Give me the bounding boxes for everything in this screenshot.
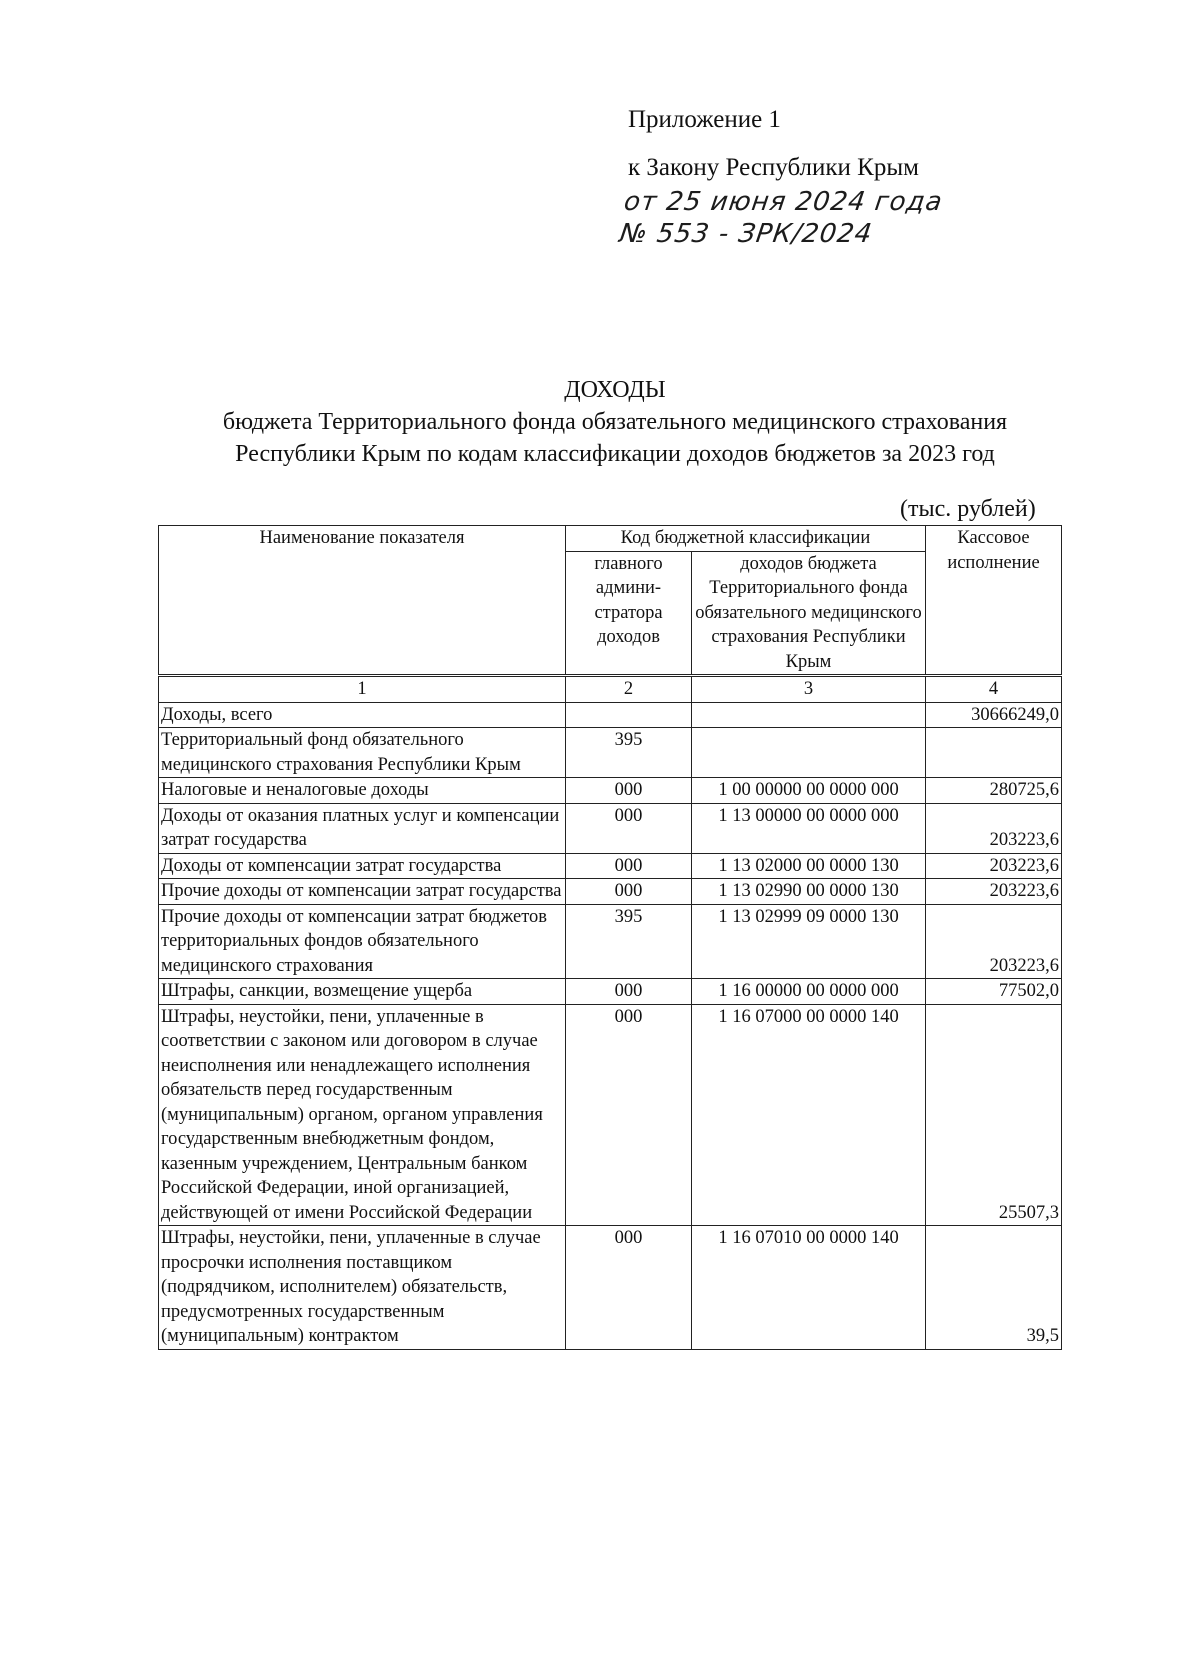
table-row <box>159 1004 1062 1226</box>
column-number: 2 <box>566 676 692 703</box>
row-classification-code <box>692 702 926 728</box>
row-execution-value: 203223,6 <box>926 853 1062 879</box>
handwritten-date: от 25 июня 2024 года <box>622 187 945 217</box>
appendix-law: к Закону Республики Крым <box>628 154 919 181</box>
row-admin-code: 000 <box>566 879 692 905</box>
appendix-title: Приложение 1 <box>628 106 781 133</box>
table-row <box>159 979 1062 1005</box>
row-name: Доходы от компенсации затрат государства <box>159 853 566 879</box>
row-classification-code: 1 13 02999 09 0000 130 <box>692 904 926 979</box>
table-row <box>159 803 1062 853</box>
row-name: Прочие доходы от компенсации затрат государства <box>159 879 566 905</box>
row-admin-code: 000 <box>566 979 692 1005</box>
column-number: 4 <box>926 676 1062 703</box>
header-execution: Кассовое исполнение <box>926 526 1062 676</box>
table-row <box>159 853 1062 879</box>
column-numbers-row <box>159 676 1062 703</box>
row-classification-code <box>692 728 926 778</box>
row-classification-code: 1 00 00000 00 0000 000 <box>692 778 926 804</box>
row-classification-code: 1 13 02000 00 0000 130 <box>692 853 926 879</box>
header-income-code: доходов бюджета Территориального фонда обязательного медицинского страхования Республики Крым <box>692 551 926 676</box>
row-execution-value: 39,5 <box>926 1226 1062 1350</box>
row-execution-value: 203223,6 <box>926 879 1062 905</box>
header-code-group: Код бюджетной классификации <box>566 526 926 552</box>
row-classification-code: 1 13 00000 00 0000 000 <box>692 803 926 853</box>
row-classification-code: 1 16 07000 00 0000 140 <box>692 1004 926 1226</box>
row-name: Доходы от оказания платных услуг и компенсации затрат государства <box>159 803 566 853</box>
row-admin-code: 000 <box>566 803 692 853</box>
appendix-block <box>628 104 919 184</box>
row-name: Доходы, всего <box>159 702 566 728</box>
income-table <box>158 525 1062 1350</box>
table-row <box>159 879 1062 905</box>
row-admin-code: 395 <box>566 904 692 979</box>
row-name: Территориальный фонд обязательного медицинского страхования Республики Крым <box>159 728 566 778</box>
row-admin-code: 395 <box>566 728 692 778</box>
heading-line-2: Республики Крым по кодам классификации доходов бюджетов за 2023 год <box>235 441 995 467</box>
row-execution-value: 203223,6 <box>926 904 1062 979</box>
row-classification-code: 1 13 02990 00 0000 130 <box>692 879 926 905</box>
table-row <box>159 778 1062 804</box>
header-admin: главного админи-стратора доходов <box>566 551 692 676</box>
handwritten-number: № 553 - ЗРК/2024 <box>617 219 875 249</box>
row-execution-value: 77502,0 <box>926 979 1062 1005</box>
row-admin-code: 000 <box>566 1226 692 1350</box>
row-name: Штрафы, неустойки, пени, уплаченные в случае просрочки исполнения поставщиком (подрядчиком, исполнителем) обязательств, предусмотренных государственным (муниципальным) контрактом <box>159 1226 566 1350</box>
row-name: Прочие доходы от компенсации затрат бюджетов территориальных фондов обязательного медицинского страхования <box>159 904 566 979</box>
units-label: (тыс. рублей) <box>900 496 1036 522</box>
column-number: 1 <box>159 676 566 703</box>
row-execution-value: 30666249,0 <box>926 702 1062 728</box>
row-name: Налоговые и неналоговые доходы <box>159 778 566 804</box>
document-heading <box>150 374 1080 470</box>
table-row <box>159 1226 1062 1350</box>
handwritten-date-number <box>618 186 945 250</box>
row-execution-value: 280725,6 <box>926 778 1062 804</box>
row-execution-value <box>926 728 1062 778</box>
row-admin-code <box>566 702 692 728</box>
row-name: Штрафы, неустойки, пени, уплаченные в соответствии с законом или договором в случае неисполнения или ненадлежащего исполнения обязательств перед государственным (муниципальным) органом, органом управления государственным внебюджетным фондом, казенным учреждением, Центральным банком Российской Федерации, иной организацией, действующей от имени Российской Федерации <box>159 1004 566 1226</box>
row-admin-code: 000 <box>566 853 692 879</box>
row-classification-code: 1 16 07010 00 0000 140 <box>692 1226 926 1350</box>
row-execution-value: 25507,3 <box>926 1004 1062 1226</box>
table-row <box>159 728 1062 778</box>
row-name: Штрафы, санкции, возмещение ущерба <box>159 979 566 1005</box>
row-execution-value: 203223,6 <box>926 803 1062 853</box>
table-row <box>159 904 1062 979</box>
row-classification-code: 1 16 00000 00 0000 000 <box>692 979 926 1005</box>
row-admin-code: 000 <box>566 778 692 804</box>
header-name: Наименование показателя <box>159 526 566 676</box>
heading-title: ДОХОДЫ <box>564 377 666 403</box>
row-admin-code: 000 <box>566 1004 692 1226</box>
heading-line-1: бюджета Территориального фонда обязательного медицинского страхования <box>222 409 1008 435</box>
table-row <box>159 702 1062 728</box>
column-number: 3 <box>692 676 926 703</box>
